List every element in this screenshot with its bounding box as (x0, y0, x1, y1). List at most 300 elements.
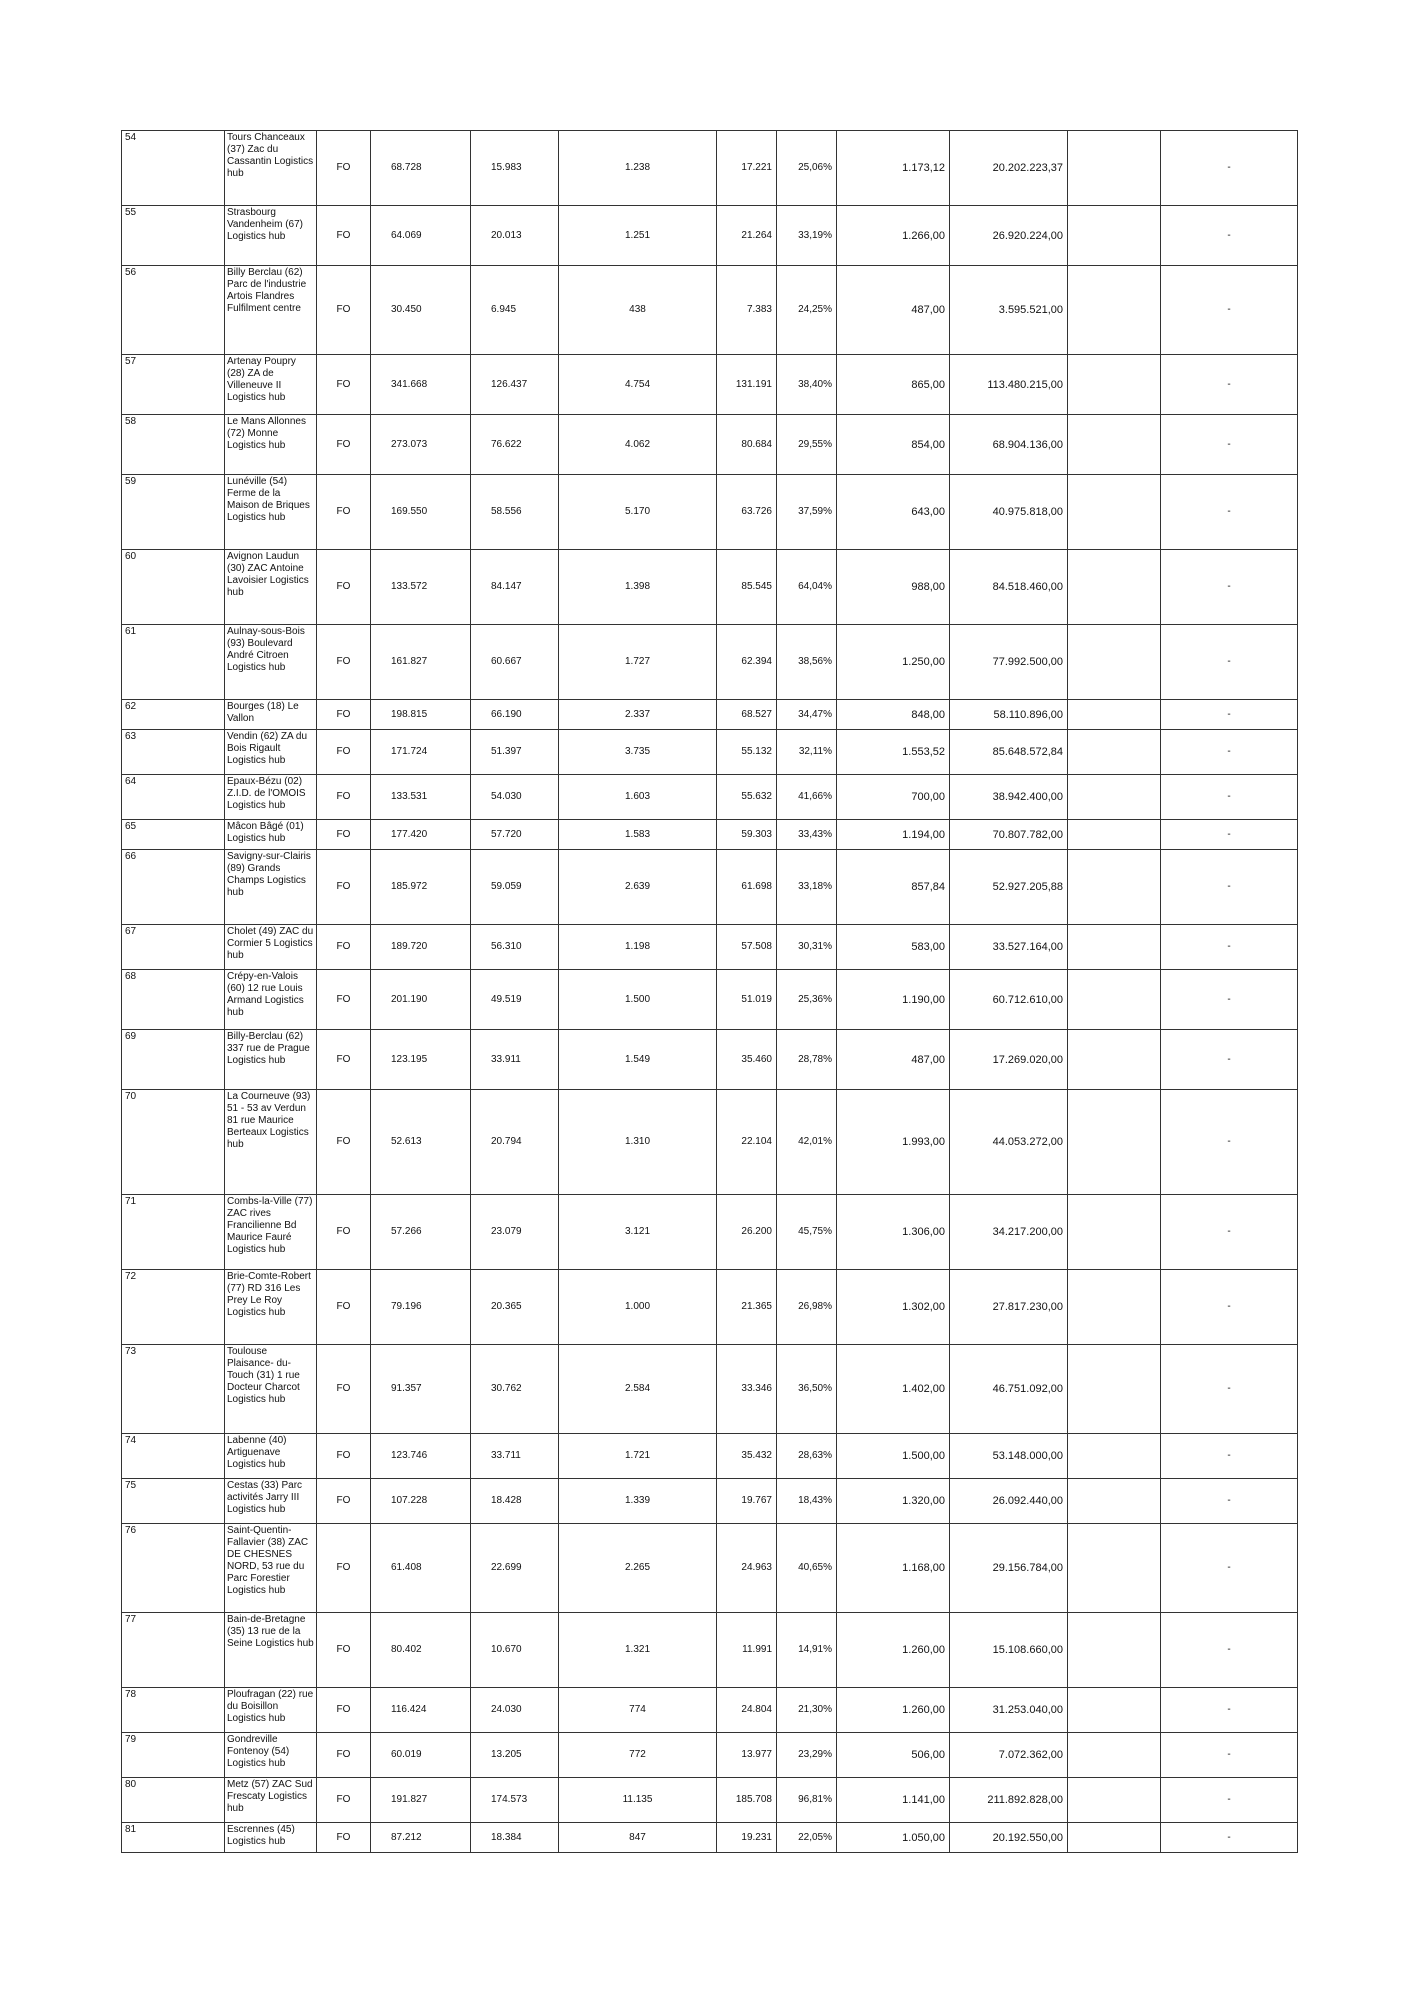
type-cell: FO (317, 1195, 371, 1270)
area-b-cell: 24.030 (471, 1688, 559, 1733)
table-row (122, 206, 1298, 266)
area-d-cell: 21.264 (717, 206, 777, 266)
type-cell: FO (317, 266, 371, 355)
area-c-cell: 1.321 (559, 1613, 717, 1688)
table-row (122, 925, 1298, 970)
site-cell: Crépy-en-Valois (60) 12 rue Louis Armand Logistics hub (225, 970, 317, 1030)
dash-cell: - (1161, 1733, 1298, 1778)
area-c-cell: 1.583 (559, 820, 717, 850)
area-c-cell: 772 (559, 1733, 717, 1778)
table-row (122, 1434, 1298, 1479)
area-c-cell: 5.170 (559, 475, 717, 550)
area-d-cell: 131.191 (717, 355, 777, 415)
area-b-cell: 51.397 (471, 730, 559, 775)
type-cell: FO (317, 730, 371, 775)
type-cell: FO (317, 1778, 371, 1823)
empty-cell (1068, 1195, 1161, 1270)
area-b-cell: 20.013 (471, 206, 559, 266)
area-b-cell: 60.667 (471, 625, 559, 700)
unit-value-cell: 865,00 (837, 355, 950, 415)
percent-cell: 25,36% (777, 970, 837, 1030)
type-cell: FO (317, 820, 371, 850)
total-area-cell: 161.827 (371, 625, 471, 700)
empty-cell (1068, 1733, 1161, 1778)
area-c-cell: 3.121 (559, 1195, 717, 1270)
type-cell: FO (317, 1434, 371, 1479)
row-number-cell: 57 (122, 355, 225, 415)
table-row (122, 1479, 1298, 1524)
area-d-cell: 57.508 (717, 925, 777, 970)
row-number-cell: 81 (122, 1823, 225, 1853)
percent-cell: 33,19% (777, 206, 837, 266)
total-area-cell: 133.531 (371, 775, 471, 820)
site-cell: Cestas (33) Parc activités Jarry III Logistics hub (225, 1479, 317, 1524)
type-cell: FO (317, 1090, 371, 1195)
area-b-cell: 126.437 (471, 355, 559, 415)
site-cell: Savigny-sur-Clairis (89) Grands Champs Logistics hub (225, 850, 317, 925)
area-b-cell: 20.794 (471, 1090, 559, 1195)
area-d-cell: 21.365 (717, 1270, 777, 1345)
percent-cell: 14,91% (777, 1613, 837, 1688)
area-d-cell: 185.708 (717, 1778, 777, 1823)
area-b-cell: 13.205 (471, 1733, 559, 1778)
unit-value-cell: 583,00 (837, 925, 950, 970)
empty-cell (1068, 550, 1161, 625)
table-row (122, 775, 1298, 820)
empty-cell (1068, 850, 1161, 925)
site-cell: Combs-la-Ville (77) ZAC rives Francilienne Bd Maurice Fauré Logistics hub (225, 1195, 317, 1270)
row-number-cell: 72 (122, 1270, 225, 1345)
area-c-cell: 1.398 (559, 550, 717, 625)
total-value-cell: 3.595.521,00 (950, 266, 1068, 355)
area-b-cell: 18.428 (471, 1479, 559, 1524)
total-area-cell: 107.228 (371, 1479, 471, 1524)
total-area-cell: 273.073 (371, 415, 471, 475)
table-row (122, 1524, 1298, 1613)
unit-value-cell: 1.173,12 (837, 131, 950, 206)
area-b-cell: 6.945 (471, 266, 559, 355)
total-value-cell: 85.648.572,84 (950, 730, 1068, 775)
row-number-cell: 60 (122, 550, 225, 625)
area-d-cell: 61.698 (717, 850, 777, 925)
dash-cell: - (1161, 625, 1298, 700)
unit-value-cell: 506,00 (837, 1733, 950, 1778)
site-cell: Billy Berclau (62) Parc de l'industrie Artois Flandres Fulfilment centre (225, 266, 317, 355)
table-row (122, 475, 1298, 550)
dash-cell: - (1161, 1479, 1298, 1524)
area-b-cell: 66.190 (471, 700, 559, 730)
row-number-cell: 62 (122, 700, 225, 730)
unit-value-cell: 857,84 (837, 850, 950, 925)
row-number-cell: 61 (122, 625, 225, 700)
empty-cell (1068, 131, 1161, 206)
row-number-cell: 77 (122, 1613, 225, 1688)
type-cell: FO (317, 1613, 371, 1688)
dash-cell: - (1161, 550, 1298, 625)
unit-value-cell: 1.050,00 (837, 1823, 950, 1853)
percent-cell: 32,11% (777, 730, 837, 775)
total-value-cell: 26.920.224,00 (950, 206, 1068, 266)
area-b-cell: 57.720 (471, 820, 559, 850)
area-b-cell: 10.670 (471, 1613, 559, 1688)
area-d-cell: 26.200 (717, 1195, 777, 1270)
unit-value-cell: 1.266,00 (837, 206, 950, 266)
total-area-cell: 123.746 (371, 1434, 471, 1479)
site-cell: Vendin (62) ZA du Bois Rigault Logistics hub (225, 730, 317, 775)
area-d-cell: 24.963 (717, 1524, 777, 1613)
total-value-cell: 52.927.205,88 (950, 850, 1068, 925)
area-d-cell: 59.303 (717, 820, 777, 850)
dash-cell: - (1161, 1090, 1298, 1195)
total-value-cell: 26.092.440,00 (950, 1479, 1068, 1524)
percent-cell: 37,59% (777, 475, 837, 550)
site-cell: Mâcon Bâgé (01) Logistics hub (225, 820, 317, 850)
total-value-cell: 20.192.550,00 (950, 1823, 1068, 1853)
row-number-cell: 74 (122, 1434, 225, 1479)
percent-cell: 40,65% (777, 1524, 837, 1613)
type-cell: FO (317, 1688, 371, 1733)
percent-cell: 45,75% (777, 1195, 837, 1270)
empty-cell (1068, 1823, 1161, 1853)
area-b-cell: 15.983 (471, 131, 559, 206)
area-c-cell: 1.000 (559, 1270, 717, 1345)
site-cell: Toulouse Plaisance- du-Touch (31) 1 rue Docteur Charcot Logistics hub (225, 1345, 317, 1434)
unit-value-cell: 1.250,00 (837, 625, 950, 700)
unit-value-cell: 988,00 (837, 550, 950, 625)
table-row (122, 1195, 1298, 1270)
dash-cell: - (1161, 475, 1298, 550)
total-value-cell: 113.480.215,00 (950, 355, 1068, 415)
dash-cell: - (1161, 820, 1298, 850)
area-b-cell: 49.519 (471, 970, 559, 1030)
table-row (122, 1030, 1298, 1090)
area-b-cell: 30.762 (471, 1345, 559, 1434)
area-c-cell: 1.339 (559, 1479, 717, 1524)
total-value-cell: 29.156.784,00 (950, 1524, 1068, 1613)
empty-cell (1068, 1030, 1161, 1090)
table-row (122, 1613, 1298, 1688)
site-cell: Brie-Comte-Robert (77) RD 316 Les Prey Le Roy Logistics hub (225, 1270, 317, 1345)
unit-value-cell: 1.993,00 (837, 1090, 950, 1195)
site-cell: Avignon Laudun (30) ZAC Antoine Lavoisier Logistics hub (225, 550, 317, 625)
empty-cell (1068, 730, 1161, 775)
total-area-cell: 191.827 (371, 1778, 471, 1823)
dash-cell: - (1161, 355, 1298, 415)
table-row (122, 700, 1298, 730)
unit-value-cell: 1.190,00 (837, 970, 950, 1030)
area-b-cell: 20.365 (471, 1270, 559, 1345)
table-row (122, 1823, 1298, 1853)
total-area-cell: 341.668 (371, 355, 471, 415)
unit-value-cell: 700,00 (837, 775, 950, 820)
row-number-cell: 58 (122, 415, 225, 475)
unit-value-cell: 848,00 (837, 700, 950, 730)
dash-cell: - (1161, 1778, 1298, 1823)
row-number-cell: 63 (122, 730, 225, 775)
percent-cell: 64,04% (777, 550, 837, 625)
total-area-cell: 91.357 (371, 1345, 471, 1434)
row-number-cell: 69 (122, 1030, 225, 1090)
area-c-cell: 2.265 (559, 1524, 717, 1613)
area-d-cell: 13.977 (717, 1733, 777, 1778)
empty-cell (1068, 1345, 1161, 1434)
total-area-cell: 79.196 (371, 1270, 471, 1345)
total-value-cell: 31.253.040,00 (950, 1688, 1068, 1733)
empty-cell (1068, 700, 1161, 730)
total-value-cell: 77.992.500,00 (950, 625, 1068, 700)
total-area-cell: 133.572 (371, 550, 471, 625)
dash-cell: - (1161, 730, 1298, 775)
percent-cell: 36,50% (777, 1345, 837, 1434)
row-number-cell: 71 (122, 1195, 225, 1270)
total-value-cell: 58.110.896,00 (950, 700, 1068, 730)
area-d-cell: 35.432 (717, 1434, 777, 1479)
unit-value-cell: 854,00 (837, 415, 950, 475)
percent-cell: 30,31% (777, 925, 837, 970)
dash-cell: - (1161, 1195, 1298, 1270)
area-c-cell: 1.721 (559, 1434, 717, 1479)
total-area-cell: 30.450 (371, 266, 471, 355)
percent-cell: 22,05% (777, 1823, 837, 1853)
row-number-cell: 78 (122, 1688, 225, 1733)
total-value-cell: 38.942.400,00 (950, 775, 1068, 820)
total-value-cell: 211.892.828,00 (950, 1778, 1068, 1823)
total-area-cell: 60.019 (371, 1733, 471, 1778)
area-c-cell: 1.603 (559, 775, 717, 820)
total-value-cell: 20.202.223,37 (950, 131, 1068, 206)
area-d-cell: 55.132 (717, 730, 777, 775)
area-b-cell: 56.310 (471, 925, 559, 970)
dash-cell: - (1161, 1030, 1298, 1090)
total-value-cell: 68.904.136,00 (950, 415, 1068, 475)
percent-cell: 42,01% (777, 1090, 837, 1195)
empty-cell (1068, 1270, 1161, 1345)
type-cell: FO (317, 1823, 371, 1853)
table-row (122, 820, 1298, 850)
dash-cell: - (1161, 1823, 1298, 1853)
dash-cell: - (1161, 131, 1298, 206)
empty-cell (1068, 1688, 1161, 1733)
percent-cell: 38,40% (777, 355, 837, 415)
unit-value-cell: 1.168,00 (837, 1524, 950, 1613)
total-value-cell: 84.518.460,00 (950, 550, 1068, 625)
type-cell: FO (317, 131, 371, 206)
unit-value-cell: 487,00 (837, 1030, 950, 1090)
area-d-cell: 51.019 (717, 970, 777, 1030)
sites-table (121, 130, 1298, 1853)
type-cell: FO (317, 775, 371, 820)
total-value-cell: 34.217.200,00 (950, 1195, 1068, 1270)
site-cell: Epaux-Bézu (02) Z.I.D. de l'OMOIS Logistics hub (225, 775, 317, 820)
dash-cell: - (1161, 206, 1298, 266)
type-cell: FO (317, 925, 371, 970)
site-cell: Lunéville (54) Ferme de la Maison de Briques Logistics hub (225, 475, 317, 550)
site-cell: Bourges (18) Le Vallon (225, 700, 317, 730)
table-row (122, 1733, 1298, 1778)
row-number-cell: 66 (122, 850, 225, 925)
area-d-cell: 33.346 (717, 1345, 777, 1434)
row-number-cell: 70 (122, 1090, 225, 1195)
total-area-cell: 61.408 (371, 1524, 471, 1613)
type-cell: FO (317, 206, 371, 266)
area-c-cell: 1.500 (559, 970, 717, 1030)
dash-cell: - (1161, 1345, 1298, 1434)
unit-value-cell: 1.306,00 (837, 1195, 950, 1270)
area-c-cell: 847 (559, 1823, 717, 1853)
site-cell: Bain-de-Bretagne (35) 13 rue de la Seine Logistics hub (225, 1613, 317, 1688)
unit-value-cell: 1.260,00 (837, 1613, 950, 1688)
total-area-cell: 52.613 (371, 1090, 471, 1195)
empty-cell (1068, 1434, 1161, 1479)
site-cell: Tours Chanceaux (37) Zac du Cassantin Logistics hub (225, 131, 317, 206)
empty-cell (1068, 206, 1161, 266)
empty-cell (1068, 1613, 1161, 1688)
row-number-cell: 79 (122, 1733, 225, 1778)
row-number-cell: 65 (122, 820, 225, 850)
empty-cell (1068, 1479, 1161, 1524)
row-number-cell: 68 (122, 970, 225, 1030)
area-d-cell: 19.767 (717, 1479, 777, 1524)
total-value-cell: 40.975.818,00 (950, 475, 1068, 550)
percent-cell: 18,43% (777, 1479, 837, 1524)
dash-cell: - (1161, 266, 1298, 355)
area-b-cell: 58.556 (471, 475, 559, 550)
percent-cell: 25,06% (777, 131, 837, 206)
table-row (122, 1090, 1298, 1195)
percent-cell: 21,30% (777, 1688, 837, 1733)
area-b-cell: 22.699 (471, 1524, 559, 1613)
unit-value-cell: 1.302,00 (837, 1270, 950, 1345)
area-c-cell: 1.238 (559, 131, 717, 206)
unit-value-cell: 1.553,52 (837, 730, 950, 775)
area-c-cell: 4.062 (559, 415, 717, 475)
total-value-cell: 33.527.164,00 (950, 925, 1068, 970)
site-cell: La Courneuve (93) 51 - 53 av Verdun 81 rue Maurice Berteaux Logistics hub (225, 1090, 317, 1195)
type-cell: FO (317, 1345, 371, 1434)
table-row (122, 550, 1298, 625)
area-c-cell: 774 (559, 1688, 717, 1733)
area-c-cell: 2.337 (559, 700, 717, 730)
type-cell: FO (317, 625, 371, 700)
table-row (122, 415, 1298, 475)
table-row (122, 355, 1298, 415)
unit-value-cell: 1.402,00 (837, 1345, 950, 1434)
area-d-cell: 62.394 (717, 625, 777, 700)
empty-cell (1068, 415, 1161, 475)
total-value-cell: 60.712.610,00 (950, 970, 1068, 1030)
unit-value-cell: 1.500,00 (837, 1434, 950, 1479)
total-area-cell: 169.550 (371, 475, 471, 550)
row-number-cell: 59 (122, 475, 225, 550)
row-number-cell: 73 (122, 1345, 225, 1434)
area-b-cell: 174.573 (471, 1778, 559, 1823)
empty-cell (1068, 355, 1161, 415)
dash-cell: - (1161, 970, 1298, 1030)
total-value-cell: 15.108.660,00 (950, 1613, 1068, 1688)
area-c-cell: 1.549 (559, 1030, 717, 1090)
total-area-cell: 87.212 (371, 1823, 471, 1853)
total-area-cell: 68.728 (371, 131, 471, 206)
type-cell: FO (317, 1733, 371, 1778)
total-area-cell: 64.069 (371, 206, 471, 266)
area-c-cell: 1.727 (559, 625, 717, 700)
percent-cell: 26,98% (777, 1270, 837, 1345)
area-b-cell: 23.079 (471, 1195, 559, 1270)
dash-cell: - (1161, 850, 1298, 925)
empty-cell (1068, 970, 1161, 1030)
type-cell: FO (317, 550, 371, 625)
area-d-cell: 55.632 (717, 775, 777, 820)
table-row (122, 850, 1298, 925)
percent-cell: 33,18% (777, 850, 837, 925)
total-area-cell: 177.420 (371, 820, 471, 850)
percent-cell: 23,29% (777, 1733, 837, 1778)
site-cell: Aulnay-sous-Bois (93) Boulevard André Citroen Logistics hub (225, 625, 317, 700)
empty-cell (1068, 475, 1161, 550)
site-cell: Cholet (49) ZAC du Cormier 5 Logistics hub (225, 925, 317, 970)
row-number-cell: 75 (122, 1479, 225, 1524)
total-area-cell: 80.402 (371, 1613, 471, 1688)
type-cell: FO (317, 1030, 371, 1090)
percent-cell: 96,81% (777, 1778, 837, 1823)
area-d-cell: 85.545 (717, 550, 777, 625)
type-cell: FO (317, 1479, 371, 1524)
row-number-cell: 55 (122, 206, 225, 266)
area-b-cell: 84.147 (471, 550, 559, 625)
empty-cell (1068, 925, 1161, 970)
row-number-cell: 54 (122, 131, 225, 206)
table-body (122, 131, 1298, 1853)
total-area-cell: 198.815 (371, 700, 471, 730)
site-cell: Le Mans Allonnes (72) Monne Logistics hub (225, 415, 317, 475)
row-number-cell: 80 (122, 1778, 225, 1823)
total-area-cell: 123.195 (371, 1030, 471, 1090)
type-cell: FO (317, 850, 371, 925)
type-cell: FO (317, 1270, 371, 1345)
table-row (122, 625, 1298, 700)
total-value-cell: 7.072.362,00 (950, 1733, 1068, 1778)
area-b-cell: 76.622 (471, 415, 559, 475)
dash-cell: - (1161, 1434, 1298, 1479)
total-area-cell: 185.972 (371, 850, 471, 925)
total-area-cell: 57.266 (371, 1195, 471, 1270)
area-b-cell: 59.059 (471, 850, 559, 925)
table-row (122, 1270, 1298, 1345)
total-area-cell: 201.190 (371, 970, 471, 1030)
row-number-cell: 67 (122, 925, 225, 970)
empty-cell (1068, 266, 1161, 355)
percent-cell: 34,47% (777, 700, 837, 730)
empty-cell (1068, 775, 1161, 820)
row-number-cell: 64 (122, 775, 225, 820)
area-d-cell: 22.104 (717, 1090, 777, 1195)
type-cell: FO (317, 415, 371, 475)
percent-cell: 33,43% (777, 820, 837, 850)
area-c-cell: 1.310 (559, 1090, 717, 1195)
table-row (122, 1688, 1298, 1733)
unit-value-cell: 1.320,00 (837, 1479, 950, 1524)
empty-cell (1068, 1778, 1161, 1823)
dash-cell: - (1161, 415, 1298, 475)
percent-cell: 41,66% (777, 775, 837, 820)
empty-cell (1068, 1090, 1161, 1195)
area-d-cell: 24.804 (717, 1688, 777, 1733)
area-d-cell: 11.991 (717, 1613, 777, 1688)
percent-cell: 28,63% (777, 1434, 837, 1479)
type-cell: FO (317, 970, 371, 1030)
unit-value-cell: 643,00 (837, 475, 950, 550)
percent-cell: 24,25% (777, 266, 837, 355)
